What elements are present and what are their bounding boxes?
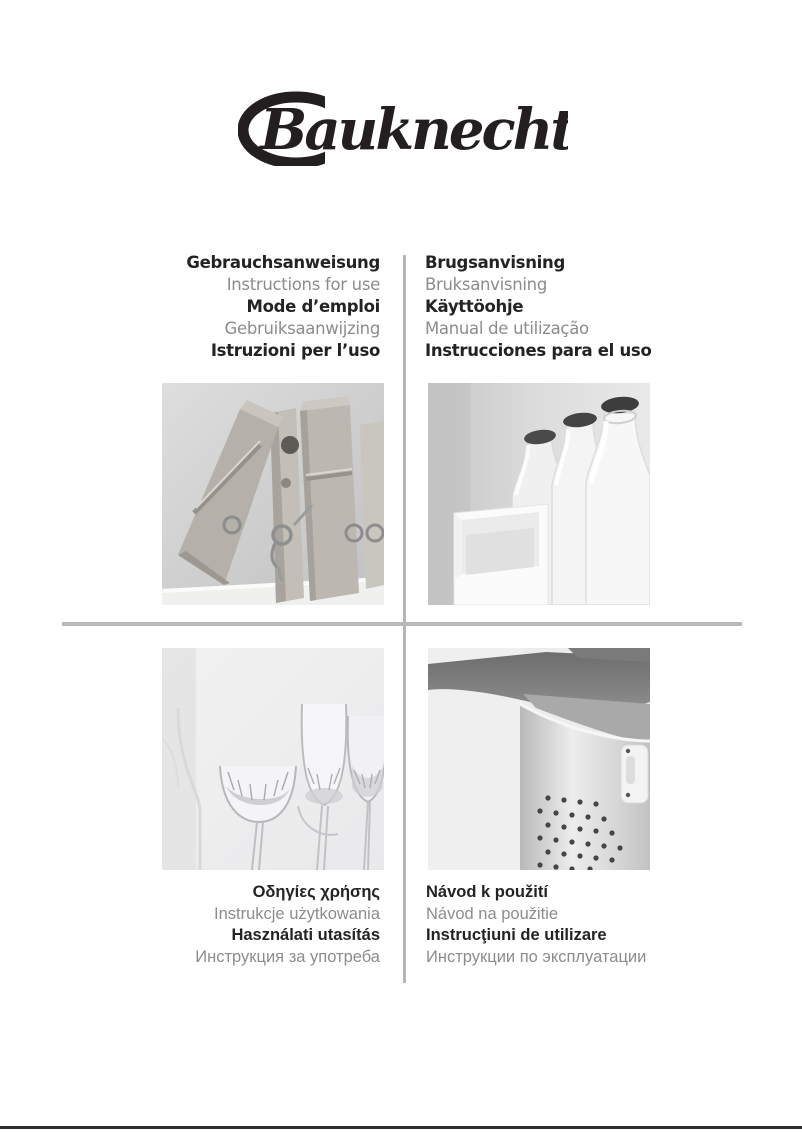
language-block-bottom-left [195, 882, 380, 968]
language-block-bottom-right [426, 882, 646, 968]
language-label: Instructions for use [226, 275, 380, 294]
language-label: Gebruiksaanwijzing [224, 319, 380, 338]
logo-wordmark: Bauknecht [260, 97, 568, 163]
language-label: Istruzioni per l’uso [210, 341, 380, 360]
language-label: Instrucţiuni de utilizare [426, 926, 607, 944]
bauknecht-logo [238, 88, 568, 166]
vertical-divider [403, 255, 406, 983]
footer-rule [0, 1126, 802, 1129]
language-label: Инструкция за употреба [195, 947, 380, 966]
language-block-top-left [186, 252, 380, 362]
bauknecht-logo-icon [238, 88, 568, 166]
language-label: Instrukcje użytkowania [214, 904, 380, 923]
language-label: Инструкции по эксплуатации [426, 947, 647, 966]
photo-wine-glasses [162, 648, 384, 870]
language-label: Käyttöohje [425, 297, 524, 316]
language-label: Mode d’emploi [246, 297, 380, 316]
photo-milk-bottles [428, 383, 650, 605]
language-label: Bruksanvisning [425, 275, 547, 294]
language-block-top-right [425, 252, 652, 362]
language-label: Gebrauchsanweisung [186, 253, 380, 272]
horizontal-divider [62, 622, 742, 626]
language-label: Brugsanvisning [425, 253, 565, 272]
language-label: Instrucciones para el uso [425, 341, 652, 360]
language-label: Használati utasítás [231, 926, 380, 944]
language-label: Návod k použití [426, 883, 548, 901]
photo-clothespins [162, 383, 384, 605]
language-label: Manual de utilização [425, 319, 589, 338]
language-label: Návod na použitie [426, 904, 559, 923]
language-label: Οδηγίες χρήσης [252, 883, 380, 901]
photo-colander [428, 648, 650, 870]
